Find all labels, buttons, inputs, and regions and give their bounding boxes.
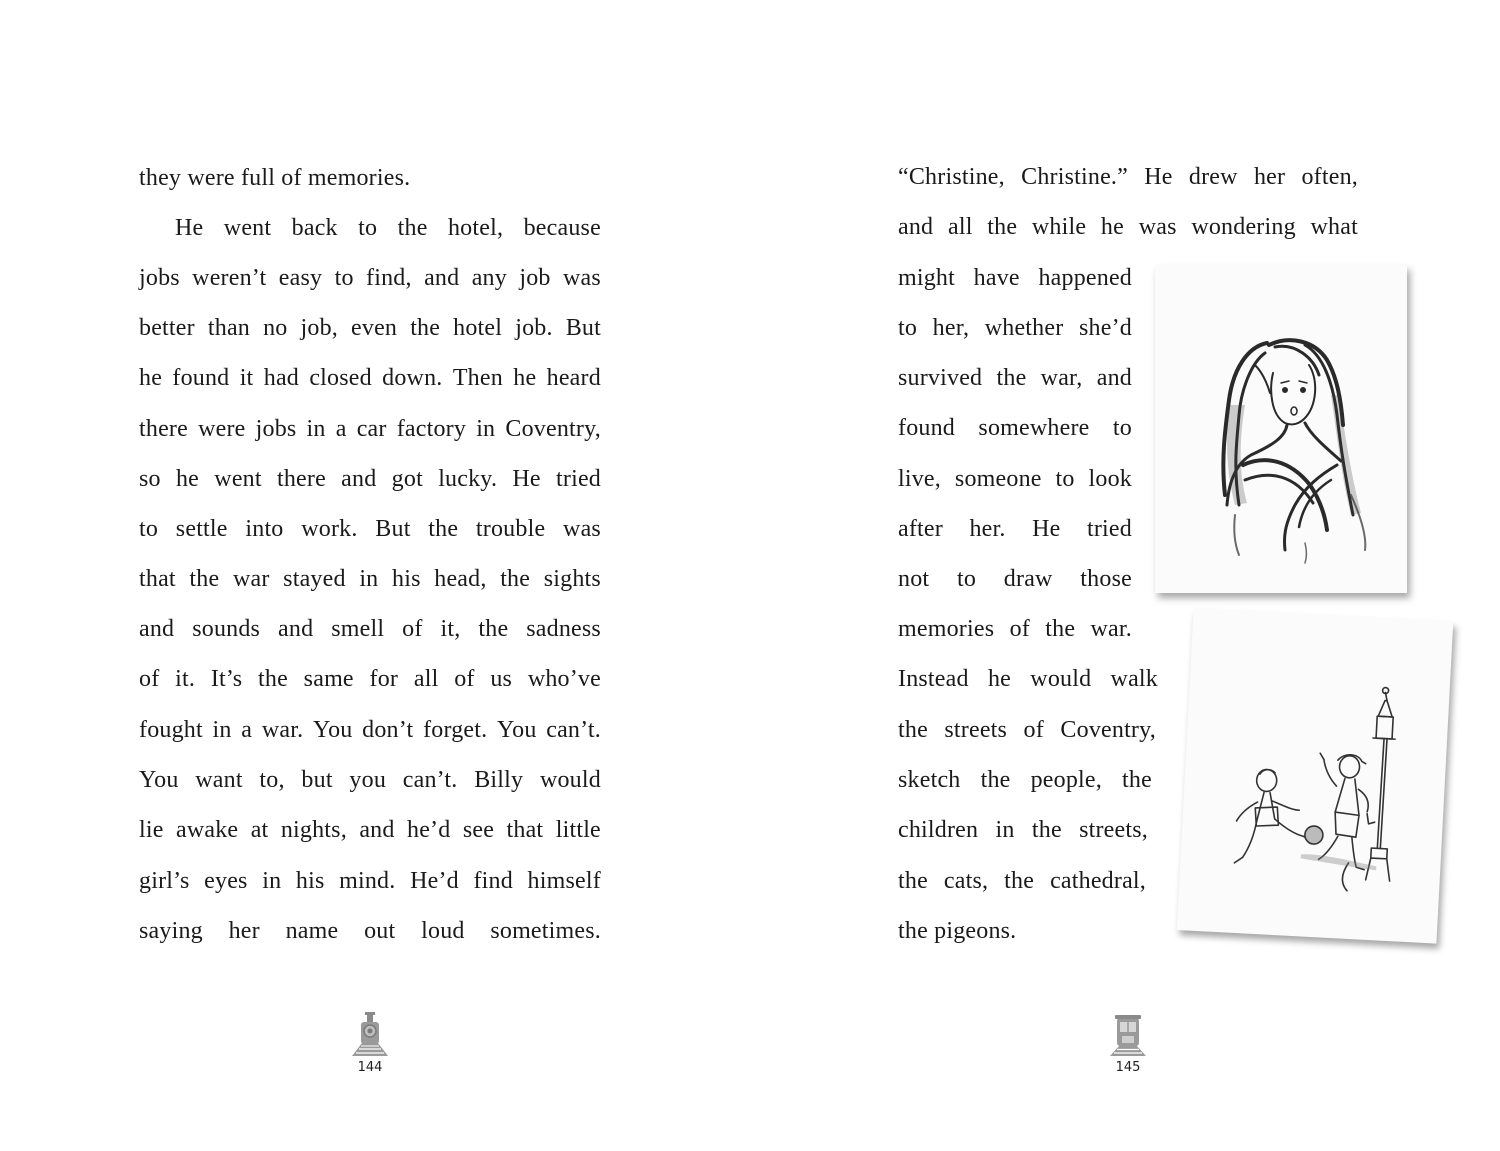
word: was (562, 265, 601, 291)
word: to (898, 315, 918, 341)
girl-with-long-hair-icon (1155, 265, 1407, 593)
word: the (478, 616, 509, 642)
word: he (175, 466, 200, 492)
word: job (519, 265, 551, 291)
word: the (898, 717, 928, 743)
word: stayed (283, 566, 346, 592)
word: the (1045, 616, 1076, 642)
word: the (1031, 817, 1062, 843)
text-line (139, 715, 601, 745)
word: his (392, 566, 421, 592)
word: to (358, 215, 378, 241)
word: find (473, 868, 513, 894)
word: the (1122, 767, 1152, 793)
word: us (490, 666, 513, 692)
word: He (175, 215, 204, 241)
word: hotel, (447, 215, 504, 241)
word: Instead (898, 666, 969, 692)
word: to (1055, 466, 1075, 492)
text-line (139, 464, 601, 494)
word: but (301, 767, 333, 793)
word: it. (175, 666, 196, 692)
word: cathedral, (1050, 868, 1146, 894)
word: he (987, 666, 1012, 692)
word: not (898, 566, 930, 592)
text-line (139, 213, 601, 243)
word: cats, (943, 868, 989, 894)
word: all (413, 666, 439, 692)
word: pigeons. (934, 918, 1017, 944)
word: those (1080, 566, 1132, 592)
word: look (1088, 466, 1132, 492)
word: better (139, 315, 195, 341)
text-line (139, 916, 601, 946)
word: often, (1301, 164, 1358, 190)
word: memories (898, 616, 995, 642)
word: any (471, 265, 507, 291)
word: settle (175, 516, 228, 542)
word: mind. (339, 868, 396, 894)
word: girl’s (139, 868, 190, 894)
word: He’d (410, 868, 459, 894)
word: You (139, 767, 179, 793)
word: smell (331, 616, 385, 642)
word: easy (278, 265, 323, 291)
word: back (291, 215, 338, 241)
word: in (476, 416, 496, 442)
boys-football-sketch (1177, 608, 1453, 943)
word: streets (944, 717, 1008, 743)
text-line (898, 664, 1158, 694)
word: of (1023, 717, 1044, 743)
word: the (189, 566, 220, 592)
word: because (523, 215, 601, 241)
word: in (262, 868, 282, 894)
word: her (228, 918, 260, 944)
word: was (1138, 214, 1177, 240)
word: closed (309, 365, 372, 391)
word: car (356, 416, 387, 442)
text-line (139, 414, 601, 444)
word: He (1144, 164, 1173, 190)
text-line (139, 564, 601, 594)
word: hotel (453, 315, 503, 341)
word: of (1009, 616, 1030, 642)
word: the (428, 516, 459, 542)
word: would (1030, 666, 1092, 692)
word: walk (1110, 666, 1158, 692)
word: for (369, 666, 399, 692)
word: forget. (423, 717, 488, 743)
word: Then (452, 365, 503, 391)
word: He (1032, 516, 1061, 542)
text-line (898, 514, 1132, 544)
text-line (139, 866, 601, 896)
word: he’d (407, 817, 451, 843)
word: to (334, 265, 354, 291)
word: down. (382, 365, 443, 391)
text-line (139, 363, 601, 393)
word: and (278, 616, 314, 642)
word: have (973, 265, 1020, 291)
word: lie (139, 817, 164, 843)
text-line (898, 815, 1148, 845)
word: work. (301, 516, 358, 542)
word: went (214, 466, 262, 492)
word: who’ve (527, 666, 601, 692)
word: and (898, 214, 934, 240)
word: heard (546, 365, 601, 391)
word: same (303, 666, 354, 692)
word: had (263, 365, 300, 391)
word: it (239, 365, 254, 391)
word: survived (898, 365, 983, 391)
word: in (359, 566, 379, 592)
word: It’s (210, 666, 243, 692)
word: in (212, 717, 232, 743)
word: But (565, 315, 601, 341)
word: You (497, 717, 537, 743)
word: and (424, 265, 460, 291)
word: to (1112, 415, 1132, 441)
text-line (898, 866, 1146, 896)
word: war. (261, 717, 304, 743)
word: sounds (192, 616, 261, 642)
word: He (512, 466, 541, 492)
word: You (312, 717, 353, 743)
word: the (898, 918, 928, 944)
word: no (263, 315, 288, 341)
word: all (947, 214, 973, 240)
word: happened (1038, 265, 1132, 291)
word: to (139, 516, 159, 542)
word: sometimes. (490, 918, 601, 944)
word: to, (259, 767, 285, 793)
word: they were full of memories. (139, 165, 411, 191)
text-line (898, 363, 1132, 393)
right-page-footer (1088, 1010, 1168, 1075)
page-number: 144 (357, 1060, 383, 1075)
word: the (898, 868, 928, 894)
word: loud (421, 918, 465, 944)
word: you (349, 767, 387, 793)
word: find, (366, 265, 412, 291)
word: it, (440, 616, 461, 642)
word: war. (1090, 616, 1132, 642)
word: he (1100, 214, 1124, 240)
word: can’t. (402, 767, 458, 793)
word: somewhere (978, 415, 1090, 441)
word: after (898, 516, 943, 542)
text-line (898, 715, 1156, 745)
word: saying (139, 918, 203, 944)
word: can’t. (546, 717, 601, 743)
word: children (898, 817, 979, 843)
word: fought (139, 717, 203, 743)
word: in (306, 416, 326, 442)
word: that (506, 817, 544, 843)
word: the (258, 666, 288, 692)
word: lucky. (438, 466, 498, 492)
text-line (139, 815, 601, 845)
word: and (359, 817, 395, 843)
word: war (232, 566, 270, 592)
word: nights, (280, 817, 347, 843)
word: even (351, 315, 398, 341)
word: Coventry, (1060, 717, 1156, 743)
word: wondering (1191, 214, 1296, 240)
word: drew (1188, 164, 1238, 190)
word: trouble (475, 516, 546, 542)
word: would (539, 767, 601, 793)
text-line (139, 514, 601, 544)
word: found (172, 365, 230, 391)
word: his (295, 868, 325, 894)
text-line (898, 464, 1132, 494)
word: got (391, 466, 423, 492)
word: job. (515, 315, 553, 341)
word: jobs (255, 416, 297, 442)
word: her (1253, 164, 1286, 190)
word: of (139, 666, 160, 692)
word: into (245, 516, 284, 542)
text-line (898, 212, 1358, 242)
word: he (139, 365, 163, 391)
word: were (198, 416, 246, 442)
tram-front-icon (1108, 1010, 1148, 1058)
word: of (454, 666, 475, 692)
word: little (555, 817, 601, 843)
word: see (462, 817, 495, 843)
word: the (410, 315, 441, 341)
word: job, (300, 315, 338, 341)
word: was (563, 516, 601, 542)
word: she’d (1079, 315, 1132, 341)
word: live, (898, 466, 941, 492)
word: factory (396, 416, 467, 442)
word: there (139, 416, 188, 442)
text-line (898, 614, 1132, 644)
text-line (898, 564, 1132, 594)
word: and (1096, 365, 1132, 391)
word: went (223, 215, 272, 241)
word: streets, (1079, 817, 1148, 843)
text-line (898, 313, 1132, 343)
word: don’t (362, 717, 414, 743)
page-number: 145 (1115, 1060, 1141, 1075)
word: draw (1003, 566, 1053, 592)
word: her. (969, 516, 1006, 542)
word: sadness (526, 616, 601, 642)
text-line (898, 413, 1132, 443)
word: someone (954, 466, 1042, 492)
word: people, (1030, 767, 1102, 793)
text-line (898, 162, 1358, 192)
text-line (139, 765, 601, 795)
word: tried (1086, 516, 1132, 542)
children-playing-football-icon (1177, 608, 1453, 943)
word: to (957, 566, 977, 592)
word: the (980, 767, 1011, 793)
word: himself (527, 868, 601, 894)
word: there (276, 466, 326, 492)
text-line (139, 614, 601, 644)
word: that (139, 566, 176, 592)
word: Christine.” (1021, 164, 1128, 190)
word: the (1004, 868, 1035, 894)
word: sketch (898, 767, 961, 793)
word: weren’t (192, 265, 267, 291)
left-page-footer (330, 1010, 410, 1075)
text-line (898, 263, 1132, 293)
word: the (397, 215, 428, 241)
word: a (335, 416, 347, 442)
text-line (139, 263, 601, 293)
word: Billy (474, 767, 524, 793)
word: than (207, 315, 251, 341)
text-line (898, 916, 1016, 946)
word: name (285, 918, 339, 944)
word: a (241, 717, 253, 743)
word: sights (543, 566, 601, 592)
word: so (139, 466, 161, 492)
word: out (364, 918, 396, 944)
word: in (995, 817, 1015, 843)
word: want (195, 767, 243, 793)
word: of (402, 616, 423, 642)
text-line (139, 664, 601, 694)
word: war, (1040, 365, 1083, 391)
word: her, (932, 315, 970, 341)
word: he (513, 365, 537, 391)
word: the (500, 566, 531, 592)
girl-portrait-sketch (1155, 265, 1407, 593)
word: and (341, 466, 377, 492)
word: found (898, 415, 955, 441)
word: eyes (204, 868, 248, 894)
word: the (987, 214, 1018, 240)
word: at (250, 817, 269, 843)
word: and (139, 616, 175, 642)
word: But (375, 516, 411, 542)
word: Coventry, (505, 416, 601, 442)
train-front-icon (350, 1010, 390, 1058)
word: might (898, 265, 956, 291)
word: while (1031, 214, 1087, 240)
word: the (996, 365, 1027, 391)
text-line (898, 765, 1152, 795)
word: tried (556, 466, 601, 492)
word: head, (434, 566, 487, 592)
word: what (1310, 214, 1358, 240)
text-line (139, 163, 601, 193)
right-page (750, 0, 1500, 1151)
text-line (139, 313, 601, 343)
word: “Christine, (898, 164, 1005, 190)
word: whether (984, 315, 1064, 341)
word: awake (176, 817, 239, 843)
word: jobs (139, 265, 180, 291)
